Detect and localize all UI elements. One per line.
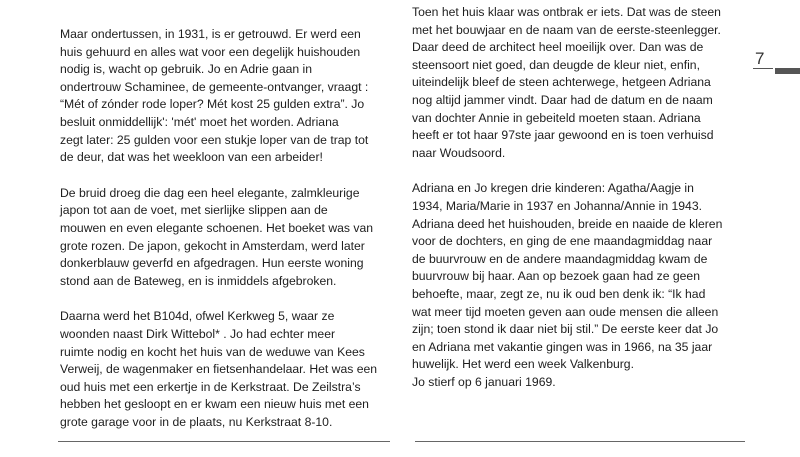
right-column — [412, 4, 742, 409]
page-marker-bar — [775, 68, 800, 74]
footer-rule-left — [58, 441, 390, 442]
paragraph-bride-dress: De bruid droeg die dag een heel elegante, zalmkleurige japon tot aan de voet, met sierlijke slippen aan de mouwen en even elegante schoenen. Het boeket was van grote rozen. De japon, gekocht in Amsterdam, werd later donkerblauw geverfd en afgedragen. Hun eerste woning stond aan de Bateweg, en is inmiddels afgebroken. — [60, 185, 374, 288]
page-number: 7 — [755, 49, 765, 68]
paragraph-kerkweg: Daarna werd het B104d, ofwel Kerkweg 5, waar ze woonden naast Dirk Wittebol* . Jo had echter meer ruimte nodig en kocht het huis van de weduwe van Kees Verweij, de wagenmaker en fietsenhandelaar. Het was een oud huis met een erkertje in de Kerkstraat. De Zeilstra’s hebben het gesloopt en er kwam een nieuw huis met een grote garage voor in de plaats, nu Kerkstraat 8-10. — [60, 309, 378, 429]
paragraph-wedding: Maar ondertussen, in 1931, is er getrouwd. Er werd een huis gehuurd en alles wat voor een degelijk huishouden nodig is, wacht op gebruik. Jo en Adrie gaan in ondertrouw Schaminee, de gemeente-ontvanger, vraagt : “Mét of zónder rode loper? Mét kost 25 gulden extra”. Jo besluit onmiddellijk': 'mét' moet het worden. Adriana zegt later: 25 gulden voor een stukje loper van de trap tot de deur, dat was het weekloon van een arbeider! — [60, 27, 369, 165]
page-marker-line — [753, 68, 773, 69]
footer-rule-right — [415, 441, 745, 442]
left-column — [60, 26, 395, 449]
paragraph-foundation-stone: Toen het huis klaar was ontbrak er iets. Dat was de steen met het bouwjaar en de naam van de eerste-steenlegger. Daar deed de architect heel moeilijk over. Dan was de steensoort niet goed, dan deugde de kleur niet, enfin, uiteindelijk bleef de steen achterwege, hetgeen Adriana nog altijd jammer vindt. Daar had de datum en de naam van dochter Annie in gebeiteld moeten staan. Adriana heeft er tot haar 97ste jaar gewoond en is toen verhuisd naar Woudsoord. — [412, 5, 721, 160]
paragraph-children: Adriana en Jo kregen drie kinderen: Agatha/Aagje in 1934, Maria/Marie in 1937 en Johanna/Annie in 1943. Adriana deed het huishouden, breide en naaide de kleren voor de dochters, en ging de ene maandagmiddag naar de buurvrouw en de andere maandagmiddag kwam de buurvrouw bij haar. Aan op bezoek gaan had ze geen behoefte, maar, zegt ze, nu ik oud ben denk ik: “Ik had wat meer tijd moeten geven aan oude mensen die alleen zijn; toen stond ik daar niet bij stil.” De eerste keer dat Jo en Adriana met vakantie gingen was in 1966, na 35 jaar huwelijk. Het werd een week Valkenburg. Jo stierf op 6 januari 1969. — [412, 181, 723, 389]
